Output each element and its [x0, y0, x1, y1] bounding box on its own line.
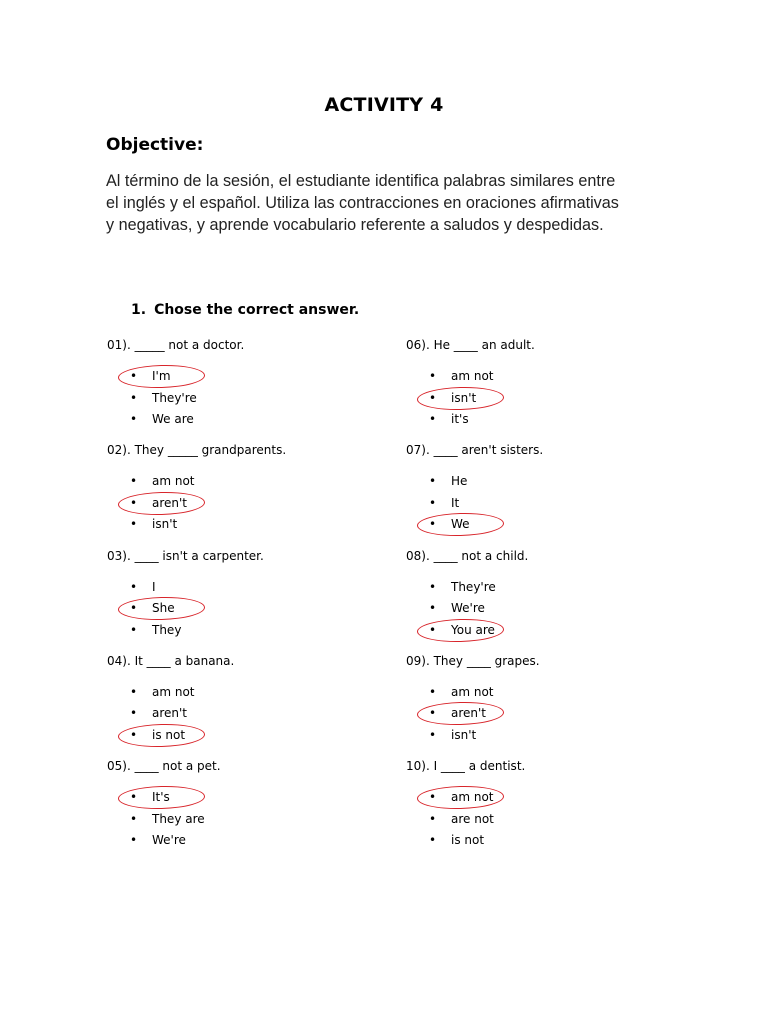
bullet-icon: • [429, 622, 437, 637]
answer-option-label: am not [451, 790, 494, 805]
answer-option [406, 366, 706, 388]
bullet-icon: • [130, 622, 138, 637]
answer-option [406, 809, 706, 831]
question-text: 07). ____ aren't sisters. [406, 443, 544, 458]
answer-option-label: I [152, 579, 156, 594]
answer-option-label: We are [152, 412, 194, 426]
bullet-icon: • [130, 706, 138, 721]
objective-line: y negativas, y aprende vocabulario referente a saludos y despedidas. [106, 216, 604, 234]
answer-option-label: It [451, 495, 460, 510]
answer-option-label: We [451, 517, 470, 532]
question-block [406, 335, 706, 431]
answer-option [107, 809, 407, 831]
objective-heading: Objective: [106, 135, 204, 155]
bullet-icon: • [130, 369, 138, 383]
question-text: 09). They ____ grapes. [406, 653, 540, 668]
answer-option-label: We're [152, 833, 186, 848]
question-text: 06). He ____ an adult. [406, 338, 535, 352]
objective-line: Al término de la sesión, el estudiante identifica palabras similares entre [106, 172, 616, 190]
question-text: 01). _____ not a doctor. [107, 338, 245, 352]
question-text: 05). ____ not a pet. [107, 759, 221, 774]
answer-options [406, 577, 706, 642]
answer-option-label: am not [152, 474, 195, 489]
answer-option-selected [107, 366, 407, 388]
bullet-icon: • [429, 517, 437, 532]
answer-option-label: They're [451, 579, 496, 594]
bullet-icon: • [429, 579, 437, 594]
bullet-icon: • [429, 833, 437, 848]
question-block [107, 651, 407, 747]
bullet-icon: • [429, 601, 437, 616]
answer-option-label: isn't [451, 390, 477, 405]
question-block [406, 756, 706, 852]
answer-option-selected [406, 787, 706, 809]
answer-option [406, 830, 706, 852]
answer-option-selected [107, 598, 407, 620]
answer-option [107, 830, 407, 852]
bullet-icon: • [429, 369, 437, 383]
bullet-icon: • [429, 495, 437, 510]
answer-option-label: We're [451, 601, 485, 616]
answer-option-selected [107, 493, 407, 515]
answer-option-label: am not [451, 369, 494, 383]
answer-option-selected [107, 787, 407, 809]
question-block [107, 756, 407, 852]
answer-option [107, 388, 407, 410]
answer-option [107, 409, 407, 431]
answer-options [107, 682, 407, 747]
answer-option-label: is not [152, 727, 186, 742]
answer-option-label: They are [152, 811, 205, 826]
answer-option-label: I'm [152, 369, 171, 383]
answer-option-label: aren't [451, 706, 487, 721]
answer-options [107, 366, 407, 431]
question-text: 03). ____ isn't a carpenter. [107, 548, 264, 563]
answer-option-label: aren't [152, 706, 188, 721]
question-text: 04). It ____ a banana. [107, 653, 235, 668]
answer-option [107, 620, 407, 642]
answer-option-selected [406, 388, 706, 410]
answer-options [406, 787, 706, 852]
answer-option [107, 703, 407, 725]
answer-option [406, 598, 706, 620]
answer-option [406, 725, 706, 747]
answer-option-label: am not [451, 684, 494, 699]
bullet-icon: • [130, 390, 138, 405]
page-title: ACTIVITY 4 [324, 94, 444, 116]
section-number: 1. [131, 302, 147, 318]
section-label: Chose the correct answer. [154, 302, 360, 318]
answer-option-selected [406, 620, 706, 642]
answer-option-label: They're [152, 390, 197, 405]
answer-option [406, 493, 706, 515]
answer-option-selected [107, 725, 407, 747]
question-text: 08). ____ not a child. [406, 548, 529, 563]
bullet-icon: • [130, 601, 138, 616]
answer-option-selected [406, 703, 706, 725]
question-text: 10). I ____ a dentist. [406, 759, 526, 774]
answer-option [406, 577, 706, 599]
answer-options [406, 682, 706, 747]
answer-option [107, 577, 407, 599]
bullet-icon: • [130, 811, 138, 826]
bullet-icon: • [130, 579, 138, 594]
answer-option [406, 409, 706, 431]
answer-option [107, 682, 407, 704]
answer-option-label: it's [451, 412, 469, 426]
answer-option-label: isn't [451, 727, 477, 742]
bullet-icon: • [130, 517, 138, 532]
objective-line: el inglés y el español. Utiliza las contracciones en oraciones afirmativas [106, 194, 619, 212]
question-block [406, 440, 706, 536]
answer-option [406, 682, 706, 704]
question-block [107, 440, 407, 536]
bullet-icon: • [429, 390, 437, 405]
bullet-icon: • [429, 474, 437, 489]
objective-text [106, 170, 666, 236]
question-text: 02). They _____ grandparents. [107, 443, 287, 458]
answer-options [107, 577, 407, 642]
question-block [107, 335, 407, 431]
answer-option-label: is not [451, 833, 485, 848]
answer-options [406, 471, 706, 536]
answer-options [406, 366, 706, 431]
bullet-icon: • [130, 412, 138, 426]
bullet-icon: • [429, 412, 437, 426]
bullet-icon: • [130, 684, 138, 699]
answer-option-label: It's [152, 790, 170, 805]
answer-option-label: He [451, 474, 468, 489]
answer-option-label: are not [451, 811, 494, 826]
bullet-icon: • [130, 790, 138, 805]
answer-options [107, 471, 407, 536]
section-heading [131, 302, 359, 318]
bullet-icon: • [130, 474, 138, 489]
bullet-icon: • [429, 811, 437, 826]
bullet-icon: • [130, 495, 138, 510]
answer-option-label: isn't [152, 517, 178, 532]
answer-options [107, 787, 407, 852]
answer-option [107, 471, 407, 493]
bullet-icon: • [429, 706, 437, 721]
question-block [107, 546, 407, 642]
bullet-icon: • [429, 684, 437, 699]
answer-option-label: They [152, 622, 182, 637]
answer-option-selected [406, 514, 706, 536]
question-block [406, 651, 706, 747]
answer-option [107, 514, 407, 536]
answer-option-label: am not [152, 684, 195, 699]
answer-option-label: aren't [152, 495, 188, 510]
answer-option [406, 471, 706, 493]
bullet-icon: • [429, 790, 437, 805]
bullet-icon: • [429, 727, 437, 742]
answer-option-label: You are [451, 622, 495, 637]
bullet-icon: • [130, 833, 138, 848]
question-block [406, 546, 706, 642]
bullet-icon: • [130, 727, 138, 742]
answer-option-label: She [152, 601, 175, 616]
